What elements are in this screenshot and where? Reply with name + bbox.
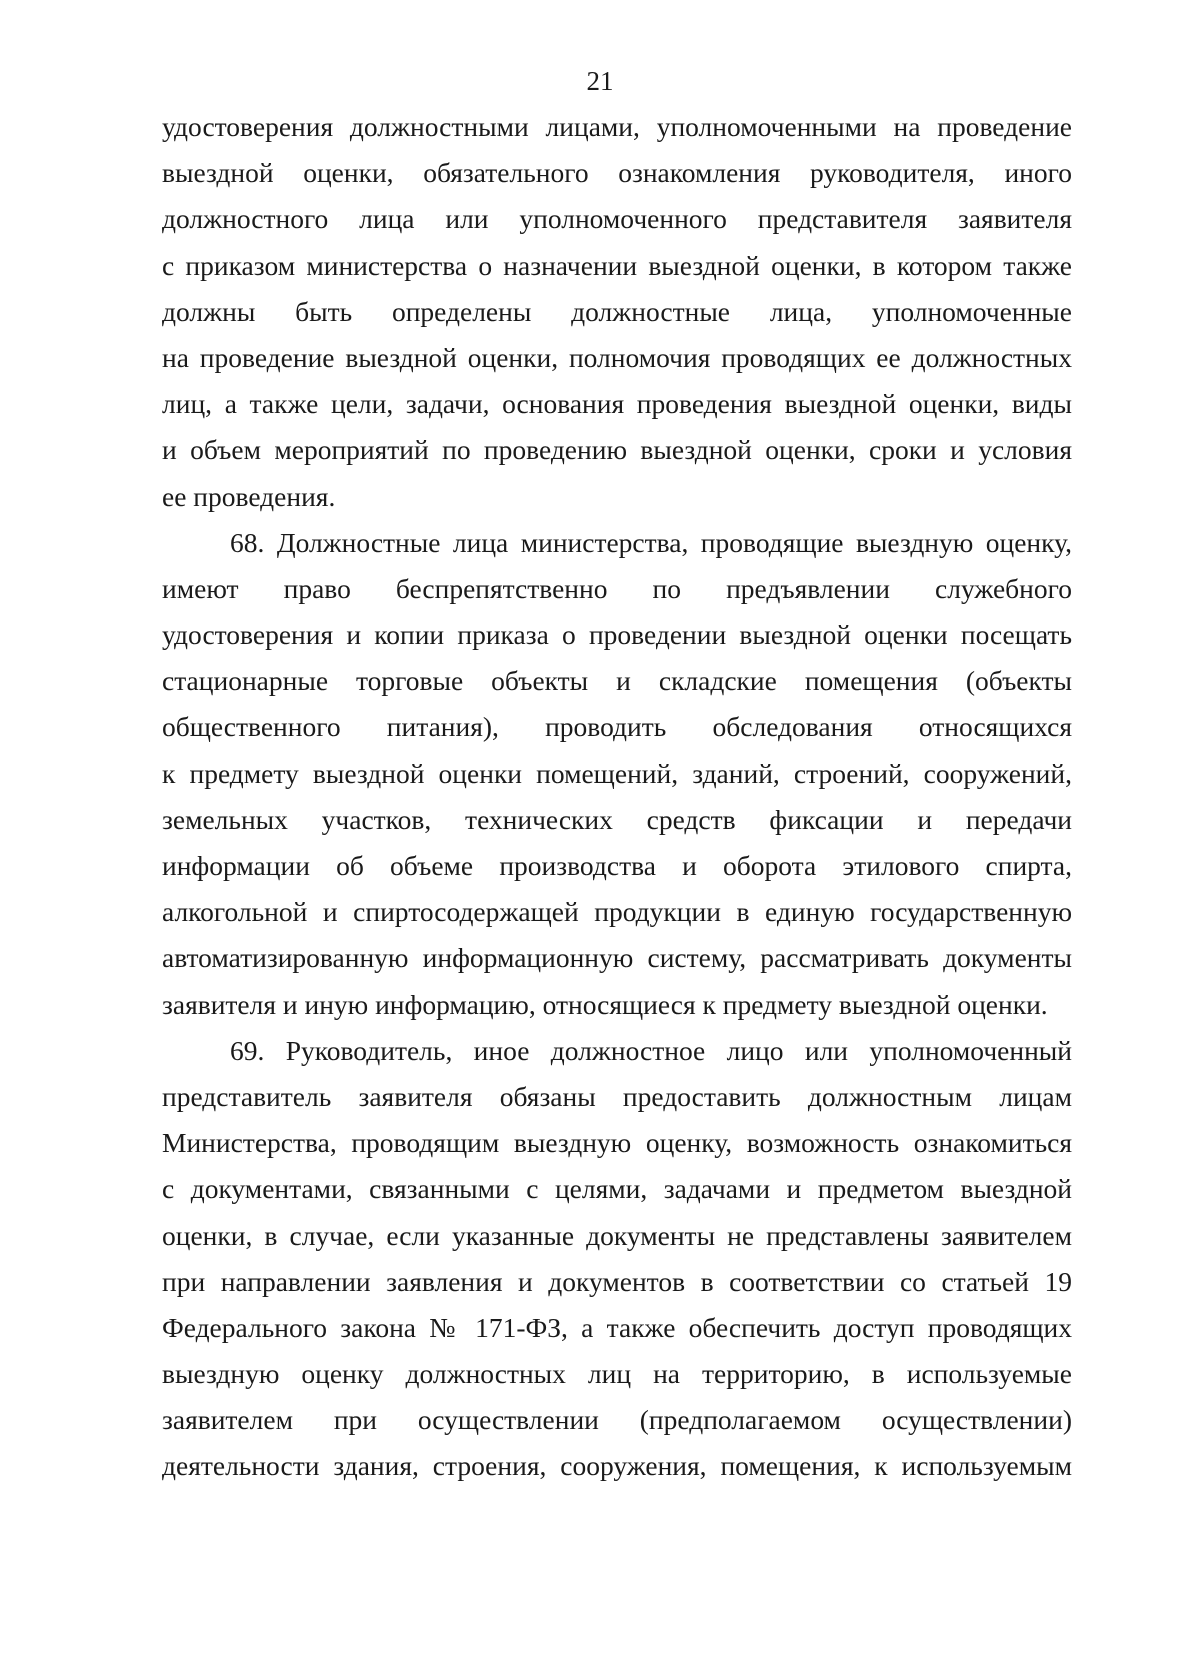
text-line: должны быть определены должностные лица, уполномоченные <box>162 295 1072 327</box>
text-line: заявителем при осуществлении (предполагаемом осуществлении) <box>162 1404 1072 1436</box>
text-line: алкогольной и спиртосодержащей продукции в единую государственную <box>162 896 1072 928</box>
text-line: выездную оценку должностных лиц на территорию, в используемые <box>162 1358 1072 1390</box>
text-line: лиц, а также цели, задачи, основания проведения выездной оценки, виды <box>162 388 1072 420</box>
page-number: 21 <box>586 66 614 96</box>
text-line: деятельности здания, строения, сооружения, помещения, к используемым <box>162 1450 1072 1482</box>
text-line: общественного питания), проводить обследования относящихся <box>162 711 1072 743</box>
text-line: и объем мероприятий по проведению выездной оценки, сроки и условия <box>162 434 1072 466</box>
text-line: Министерства, проводящим выездную оценку, возможность ознакомиться <box>162 1127 1072 1159</box>
text-line: на проведение выездной оценки, полномочия проводящих ее должностных <box>162 341 1072 373</box>
text-line: представитель заявителя обязаны предоставить должностным лицам <box>162 1080 1072 1112</box>
text-line: удостоверения и копии приказа о проведении выездной оценки посещать <box>162 619 1072 651</box>
text-line: информации об объеме производства и оборота этилового спирта, <box>162 850 1072 881</box>
text-line: оценки, в случае, если указанные документы не представлены заявителем <box>162 1219 1072 1251</box>
text-line: к предмету выездной оценки помещений, зданий, строений, сооружений, <box>162 757 1072 789</box>
text-line: заявителя и иную информацию, относящиеся к предмету выездной оценки. <box>162 988 1048 1020</box>
text-line: при направлении заявления и документов в соответствии со статьей 19 <box>162 1265 1072 1297</box>
text-line: с документами, связанными с целями, задачами и предметом выездной <box>162 1173 1072 1205</box>
text-line: ее проведения. <box>162 480 336 512</box>
text-line: стационарные торговые объекты и складские помещения (объекты <box>162 665 1072 697</box>
text-line: земельных участков, технических средств фиксации и передачи <box>162 803 1072 835</box>
body-text <box>162 104 1072 1490</box>
paragraph-69-first-line: 69. Руководитель, иное должностное лицо или уполномоченный <box>230 1034 1072 1066</box>
text-line: Федерального закона № 171-ФЗ, а также обеспечить доступ проводящих <box>162 1311 1072 1343</box>
paragraph-68-first-line: 68. Должностные лица министерства, проводящие выездную оценку, <box>230 526 1072 558</box>
text-line: имеют право беспрепятственно по предъявлении служебного <box>162 572 1072 604</box>
text-line: с приказом министерства о назначении выездной оценки, в котором также <box>162 249 1072 281</box>
text-line: выездной оценки, обязательного ознакомления руководителя, иного <box>162 157 1072 189</box>
text-line: удостоверения должностными лицами, уполномоченными на проведение <box>162 111 1072 142</box>
text-line: автоматизированную информационную систему, рассматривать документы <box>162 942 1072 974</box>
text-line: должностного лица или уполномоченного представителя заявителя <box>162 203 1072 235</box>
